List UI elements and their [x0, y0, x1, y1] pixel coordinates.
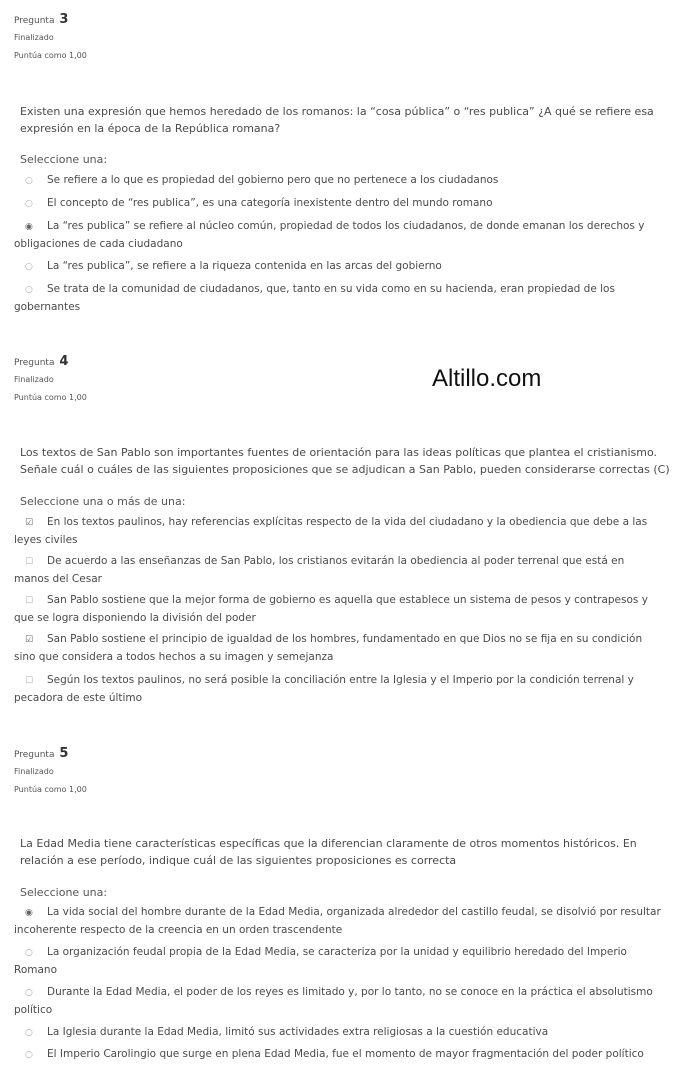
checkbox[interactable]: ☐ — [25, 557, 34, 567]
option-text: San Pablo sostiene el principio de igualdad de los hombres, fundamentado en que Dios no se fija en su condición — [47, 633, 643, 645]
answer-option[interactable] — [14, 553, 670, 588]
answer-option[interactable] — [14, 631, 670, 666]
answer-option[interactable] — [25, 195, 670, 213]
option-text: En los textos paulinos, hay referencias explícitas respecto de la vida del ciudadano y la obediencia que debe a las — [47, 516, 648, 528]
answer-option[interactable] — [14, 592, 670, 627]
radio-button[interactable]: ○ — [25, 1050, 33, 1060]
radio-button[interactable]: ○ — [25, 199, 33, 209]
question-text: La Edad Media tiene características específicas que la diferencian claramente de otros momentos históricos. En relación a ese período, indique cuál de las siguientes proposiciones es correcta — [20, 837, 637, 867]
checkbox[interactable]: ☐ — [25, 596, 34, 606]
question-score: Puntúa como 1,00 — [14, 785, 87, 794]
selection-prompt: Seleccione una o más de una: — [20, 495, 186, 508]
question-info — [14, 746, 87, 794]
radio-button[interactable]: ○ — [25, 988, 33, 998]
option-text-continued: obligaciones de cada ciudadano — [14, 238, 183, 250]
question-text: Los textos de San Pablo son importantes fuentes de orientación para las ideas políticas que plantea el cristianismo. Señale cuál o cuáles de las siguientes proposiciones que se adjudican a San Pablo, pueden considerarse correctas (C) — [20, 446, 670, 476]
option-text: Según los textos paulinos, no será posible la conciliación entre la Iglesia y el Imperio por la condición terrenal y — [47, 674, 634, 686]
option-text: El concepto de “res publica”, es una categoría inexistente dentro del mundo romano — [47, 197, 493, 209]
answer-option[interactable] — [25, 172, 670, 190]
option-text: Durante la Edad Media, el poder de los reyes es limitado y, por lo tanto, no se conoce en la práctica el absolutismo — [47, 986, 653, 998]
question-text: Existen una expresión que hemos heredado de los romanos: la “cosa pública” o “res publica” ¿A qué se refiere esa expresión en la época de la República romana? — [20, 105, 654, 135]
option-text-continued: manos del Cesar — [14, 573, 102, 585]
question-status: Finalizado — [14, 33, 54, 42]
radio-button[interactable]: ○ — [25, 176, 33, 186]
question-status: Finalizado — [14, 767, 54, 776]
selection-prompt: Seleccione una: — [20, 153, 108, 166]
radio-button[interactable]: ○ — [25, 285, 33, 295]
question-info — [14, 354, 87, 402]
checkbox-checked[interactable]: ☑ — [25, 635, 34, 645]
option-text-continued: pecadora de este último — [14, 692, 143, 704]
question-label: Pregunta 4 — [14, 354, 69, 369]
question-number: 5 — [59, 746, 69, 761]
radio-button[interactable]: ○ — [25, 948, 33, 958]
question-info — [14, 12, 87, 60]
answer-option[interactable] — [25, 258, 670, 276]
answer-option[interactable] — [14, 218, 670, 253]
option-text-continued: incoherente respecto de la creencia en un orden trascendente — [14, 924, 343, 936]
answer-option[interactable] — [14, 672, 670, 707]
question-number: 3 — [59, 12, 69, 27]
question-label: Pregunta 3 — [14, 12, 69, 27]
checkbox[interactable]: ☐ — [25, 676, 34, 686]
option-text: San Pablo sostiene que la mejor forma de gobierno es aquella que establece un sistema de pesos y contrapesos y — [47, 594, 648, 606]
option-text-continued: Romano — [14, 964, 57, 976]
option-text-continued: leyes civiles — [14, 534, 78, 546]
option-text: La “res publica” se refiere al núcleo común, propiedad de todos los ciudadanos, de donde emanan los derechos y — [47, 220, 645, 232]
option-text: El Imperio Carolingio que surge en plena Edad Media, fue el momento de mayor fragmentación del poder político — [47, 1048, 644, 1060]
option-text: Se trata de la comunidad de ciudadanos, que, tanto en su vida como en su hacienda, eran propiedad de los — [47, 283, 615, 295]
radio-button-selected[interactable]: ◉ — [25, 908, 33, 918]
question-label: Pregunta 5 — [14, 746, 69, 761]
option-text: De acuerdo a las enseñanzas de San Pablo, los cristianos evitarán la obediencia al poder terrenal que está en — [47, 555, 625, 567]
watermark: Altillo.com — [432, 365, 542, 392]
option-text: La vida social del hombre durante de la Edad Media, organizada alrededor del castillo feudal, se disolvió por resultar — [47, 906, 661, 918]
option-text: La “res publica”, se refiere a la riqueza contenida en las arcas del gobierno — [47, 260, 442, 272]
answer-option[interactable] — [14, 944, 670, 979]
answer-option[interactable] — [14, 904, 670, 939]
option-text-continued: que se logra disponiendo la división del poder — [14, 612, 256, 624]
option-text: La organización feudal propia de la Edad Media, se caracteriza por la unidad y equilibrio heredado del Imperio — [47, 946, 627, 958]
question-status: Finalizado — [14, 375, 54, 384]
question-number: 4 — [59, 354, 69, 369]
radio-button[interactable]: ○ — [25, 1028, 33, 1038]
selection-prompt: Seleccione una: — [20, 886, 108, 899]
checkbox-checked[interactable]: ☑ — [25, 518, 34, 528]
question-score: Puntúa como 1,00 — [14, 51, 87, 60]
answer-option[interactable] — [14, 281, 670, 316]
answer-option[interactable] — [25, 1024, 670, 1042]
radio-button-selected[interactable]: ◉ — [25, 222, 33, 232]
answer-option[interactable] — [14, 514, 670, 549]
answer-option[interactable] — [14, 984, 670, 1019]
option-text-continued: sino que considera a todos hechos a su imagen y semejanza — [14, 651, 334, 663]
answer-option[interactable] — [25, 1046, 670, 1064]
option-text-continued: gobernantes — [14, 301, 81, 313]
option-text-continued: político — [14, 1004, 53, 1016]
option-text: Se refiere a lo que es propiedad del gobierno pero que no pertenece a los ciudadanos — [47, 174, 499, 186]
radio-button[interactable]: ○ — [25, 262, 33, 272]
option-text: La Iglesia durante la Edad Media, limitó sus actividades extra religiosas a la cuestión educativa — [47, 1026, 549, 1038]
question-score: Puntúa como 1,00 — [14, 393, 87, 402]
